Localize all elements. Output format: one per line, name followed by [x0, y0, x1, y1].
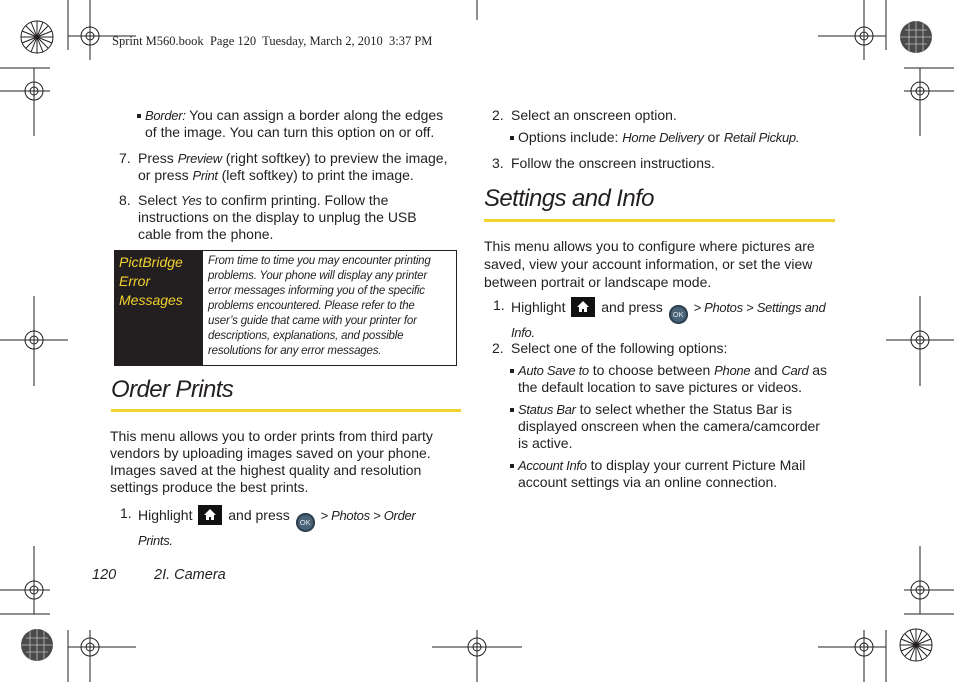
step8-b: to confirm printing. Follow the: [205, 192, 389, 208]
border-text-2: of the image. You can turn this option on or off.: [145, 124, 435, 140]
right-step2-text: Select an onscreen option.: [511, 107, 677, 123]
order-step1-path: > Photos > Order: [320, 508, 416, 523]
settings-step1-number: 1.: [493, 297, 505, 313]
autosave-a: to choose between: [592, 362, 711, 378]
opt-or: or: [707, 129, 720, 145]
step7-b: (right softkey) to preview the image,: [225, 150, 448, 166]
page-number: 120: [92, 567, 117, 583]
status-a: to select whether the Status Bar is: [579, 401, 793, 417]
order-step1-d: Prints.: [138, 533, 173, 548]
pictbridge-note: [114, 250, 457, 366]
order-step1-text: [138, 505, 468, 549]
step8-number: 8.: [119, 192, 131, 208]
order-para-line: This menu allows you to order prints from third party: [110, 428, 433, 444]
status-label: Status Bar: [518, 402, 576, 417]
note-title-2: Error: [119, 273, 151, 289]
header-page: Page 120: [209, 34, 257, 48]
statusbar-bullet: [518, 401, 838, 452]
settings-para-line: saved, view your account information, or set the view: [484, 256, 813, 272]
account-bullet: [518, 457, 838, 491]
autosave-phone: Phone: [714, 363, 751, 378]
s-step1-a: Highlight: [511, 299, 566, 315]
autosave-as: as: [812, 362, 828, 378]
note-line: problems. Your phone will display any printer: [208, 270, 427, 282]
account-a: to display your current Picture Mail: [590, 457, 806, 473]
note-title: [115, 251, 203, 365]
settings-step1-text: [511, 297, 846, 341]
home-delivery: Home Delivery: [622, 130, 704, 145]
yes-option: Yes: [180, 193, 202, 208]
note-line: problems encountered. Please refer to the: [208, 300, 415, 312]
status-c: is active.: [518, 435, 573, 451]
border-text-1: You can assign a border along the edges: [189, 107, 444, 123]
right-step3-text: Follow the onscreen instructions.: [511, 155, 715, 171]
order-step1-b: and press: [228, 507, 290, 523]
note-line: descriptions, explanations, and possible: [208, 330, 404, 342]
order-step1-a: Highlight: [138, 507, 193, 523]
note-title-3: Messages: [119, 292, 183, 308]
print-softkey: Print: [192, 168, 218, 183]
order-prints-heading: Order Prints: [111, 376, 234, 403]
border-bullet: [145, 107, 465, 141]
status-b: displayed onscreen when the camera/camcorder: [518, 418, 820, 434]
settings-para-line: This menu allows you to configure where pictures are: [484, 238, 815, 254]
settings-step2-number: 2.: [492, 340, 504, 356]
right-step3-number: 3.: [492, 155, 504, 171]
account-b: account settings via an online connection.: [518, 474, 778, 490]
settings-paragraph: [484, 237, 844, 291]
settings-para-line: between portrait or landscape mode.: [484, 274, 712, 290]
account-label: Account Info: [518, 458, 587, 473]
home-key-icon: [571, 297, 595, 317]
step8-c: instructions on the display to unplug the USB: [138, 209, 417, 225]
ok-key-icon: OK: [669, 305, 688, 324]
ok-key-icon: OK: [296, 513, 315, 532]
step7-text: [138, 150, 463, 184]
section-name: 2I. Camera: [154, 567, 226, 583]
order-para-line: vendors by uploading images saved on your phone.: [110, 445, 431, 461]
settings-heading: Settings and Info: [484, 185, 654, 212]
order-paragraph: [110, 428, 465, 496]
step7-c: or press: [138, 167, 189, 183]
order-heading-rule: [111, 409, 461, 412]
note-line: From time to time you may encounter printing: [208, 255, 431, 267]
order-para-line: Images saved at the highest quality and resolution: [110, 462, 422, 478]
autosave-b: the default location to save pictures or videos.: [518, 379, 803, 395]
note-line: error messages informing you of the specific: [208, 285, 425, 297]
step8-a: Select: [138, 192, 177, 208]
s-step1-b: and press: [601, 299, 663, 315]
border-label: Border:: [145, 108, 186, 123]
retail-pickup: Retail Pickup.: [723, 130, 800, 145]
note-title-1: PictBridge: [119, 254, 183, 270]
autosave-card: Card: [781, 363, 809, 378]
options-bullet: [518, 129, 848, 146]
order-para-line: settings produce the best prints.: [110, 479, 309, 495]
step8-text: [138, 192, 463, 243]
s-step1-d: Info.: [511, 325, 535, 340]
step7-d: (left softkey) to print the image.: [221, 167, 414, 183]
home-key-icon: [198, 505, 222, 525]
settings-heading-rule: [484, 219, 835, 222]
settings-step2-text: Select one of the following options:: [511, 340, 728, 356]
autosave-and: and: [754, 362, 778, 378]
preview-softkey: Preview: [177, 151, 222, 166]
header-book: Sprint M560.book: [112, 34, 204, 48]
step7-number: 7.: [119, 150, 131, 166]
order-step1-number: 1.: [120, 505, 132, 521]
right-step2-number: 2.: [492, 107, 504, 123]
s-step1-path: > Photos > Settings and: [693, 300, 826, 315]
note-body: [208, 254, 453, 359]
step8-d: cable from the phone.: [138, 226, 274, 242]
autosave-bullet: [518, 362, 838, 396]
step7-a: Press: [138, 150, 174, 166]
note-line: resolutions for any error messages.: [208, 345, 382, 357]
note-line: user’s guide that came with your printer for: [208, 315, 417, 327]
header-date: Tuesday, March 2, 2010: [262, 34, 383, 48]
opt-a: Options include:: [518, 129, 619, 145]
book-header: [112, 34, 432, 49]
header-time: 3:37 PM: [389, 34, 433, 48]
autosave-label: Auto Save to: [518, 363, 589, 378]
